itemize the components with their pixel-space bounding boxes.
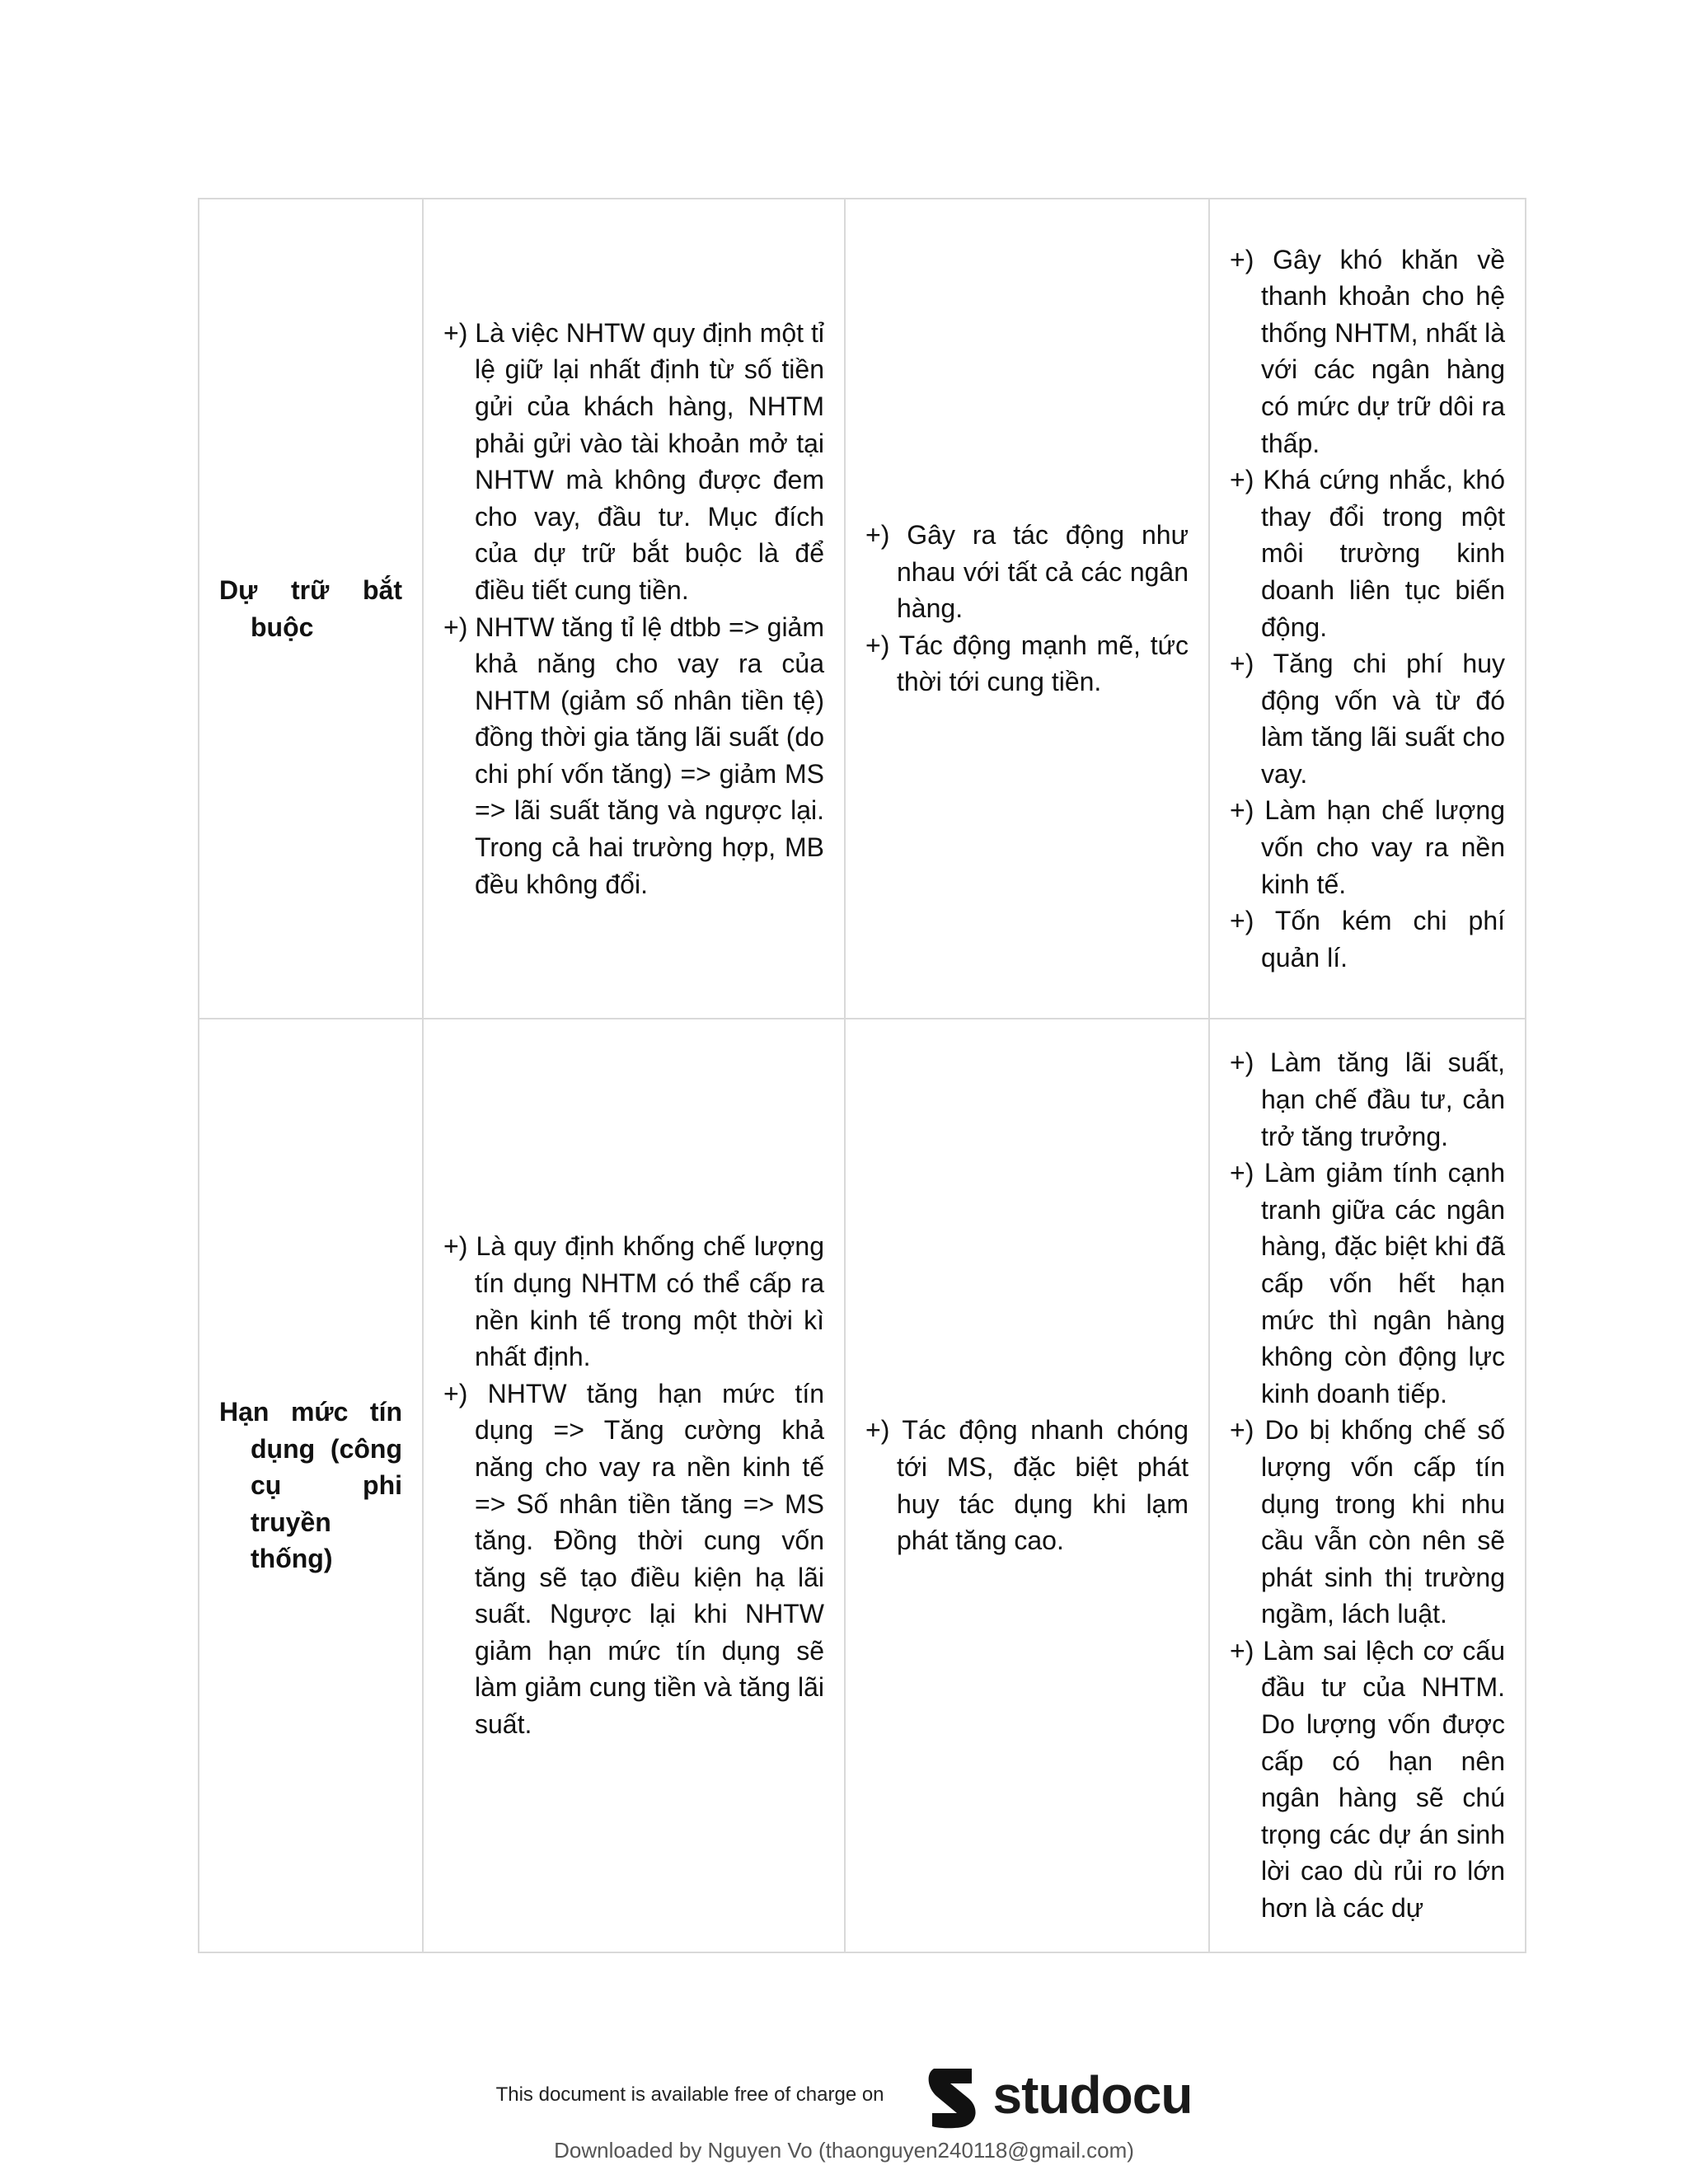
list-item: +) Làm sai lệch cơ cấu đầu tư của NHTM. Do lượng vốn được cấp có hạn nên ngân hàng sẽ chú trọng các dự án sinh lời cao dù rủi ro lớn hơn là các dự <box>1230 1635 1505 1924</box>
studocu-wordmark: studocu <box>992 2065 1193 2125</box>
definition-cell <box>423 1019 845 1952</box>
downloaded-by-text: Downloaded by Nguyen Vo (thaonguyen240118@gmail.com) <box>554 2138 1134 2163</box>
definition-list <box>443 1228 824 1742</box>
studocu-brand-link[interactable] <box>921 2060 1193 2130</box>
list-item: +) Tăng chi phí huy động vốn và từ đó làm tăng lãi suất cho vay. <box>1230 649 1505 789</box>
disadvantages-list <box>1230 1044 1505 1926</box>
disadvantages-cell <box>1209 199 1526 1019</box>
tool-name: Hạn mức tín dụng (công cụ phi truyền thống) <box>219 1397 402 1574</box>
list-item: +) Gây ra tác động như nhau với tất cả các ngân hàng. <box>865 520 1189 624</box>
list-item: +) Tốn kém chi phí quản lí. <box>1230 906 1505 972</box>
tool-name-cell <box>199 1019 423 1952</box>
advantages-cell <box>845 199 1209 1019</box>
list-item: +) Là việc NHTW quy định một tỉ lệ giữ lại nhất định từ số tiền gửi của khách hàng, NHTM phải gửi vào tài khoản mở tại NHTW mà không được đem cho vay, đầu tư. Mục đích của dự trữ bắt buộc là để điều tiết cung tiền. <box>443 317 824 605</box>
list-item: +) Là quy định khống chế lượng tín dụng NHTM có thể cấp ra nền kinh tế trong một thời kì nhất định. <box>443 1231 824 1372</box>
policy-tools-table <box>198 198 1526 1953</box>
table-row <box>199 1019 1526 1952</box>
list-item: +) Tác động mạnh mẽ, tức thời tới cung tiền. <box>865 630 1189 697</box>
disadvantages-cell <box>1209 1019 1526 1952</box>
tool-name-cell <box>199 199 423 1019</box>
definition-list <box>443 315 824 903</box>
availability-text: This document is available free of charge on <box>495 2083 884 2106</box>
advantages-list <box>865 517 1189 701</box>
list-item: +) Làm tăng lãi suất, hạn chế đầu tư, cản trở tăng trưởng. <box>1230 1047 1505 1151</box>
advantages-list <box>865 1412 1189 1558</box>
definition-cell <box>423 199 845 1019</box>
list-item: +) NHTW tăng hạn mức tín dụng => Tăng cường khả năng cho vay ra nền kinh tế => Số nhân tiền tăng => MS tăng. Đồng thời cung vốn tăng sẽ tạo điều kiện hạ lãi suất. Ngược lại khi NHTW giảm hạn mức tín dụng sẽ làm giảm cung tiền và tăng lãi suất. <box>443 1378 824 1740</box>
list-item: +) Khá cứng nhắc, khó thay đổi trong một môi trường kinh doanh liên tục biến động. <box>1230 465 1505 642</box>
tool-name: Dự trữ bắt buộc <box>219 574 402 642</box>
list-item: +) Gây khó khăn về thanh khoản cho hệ thống NHTM, nhất là với các ngân hàng có mức dự trữ dôi ra thấp. <box>1230 244 1505 458</box>
list-item: +) Do bị khống chế số lượng vốn cấp tín dụng trong khi nhu cầu vẫn còn nên sẽ phát sinh thị trường ngầm, lách luật. <box>1230 1415 1505 1629</box>
table-row <box>199 199 1526 1019</box>
footer-availability <box>0 2060 1688 2130</box>
advantages-cell <box>845 1019 1209 1952</box>
list-item: +) Làm giảm tính cạnh tranh giữa các ngân hàng, đặc biệt khi đã cấp vốn hết hạn mức thì ngân hàng không còn động lực kinh doanh tiếp. <box>1230 1158 1505 1408</box>
list-item: +) NHTW tăng tỉ lệ dtbb => giảm khả năng cho vay ra của NHTM (giảm số nhân tiền tệ) đồng thời gia tăng lãi suất (do chi phí vốn tăng) => giảm MS => lãi suất tăng và ngược lại. Trong cả hai trường hợp, MB đều không đổi. <box>443 612 824 899</box>
list-item: +) Làm hạn chế lượng vốn cho vay ra nền kinh tế. <box>1230 795 1505 899</box>
list-item: +) Tác động nhanh chóng tới MS, đặc biệt phát huy tác dụng khi lạm phát tăng cao. <box>865 1415 1189 1556</box>
studocu-logo-icon <box>921 2060 985 2130</box>
disadvantages-list <box>1230 241 1505 977</box>
